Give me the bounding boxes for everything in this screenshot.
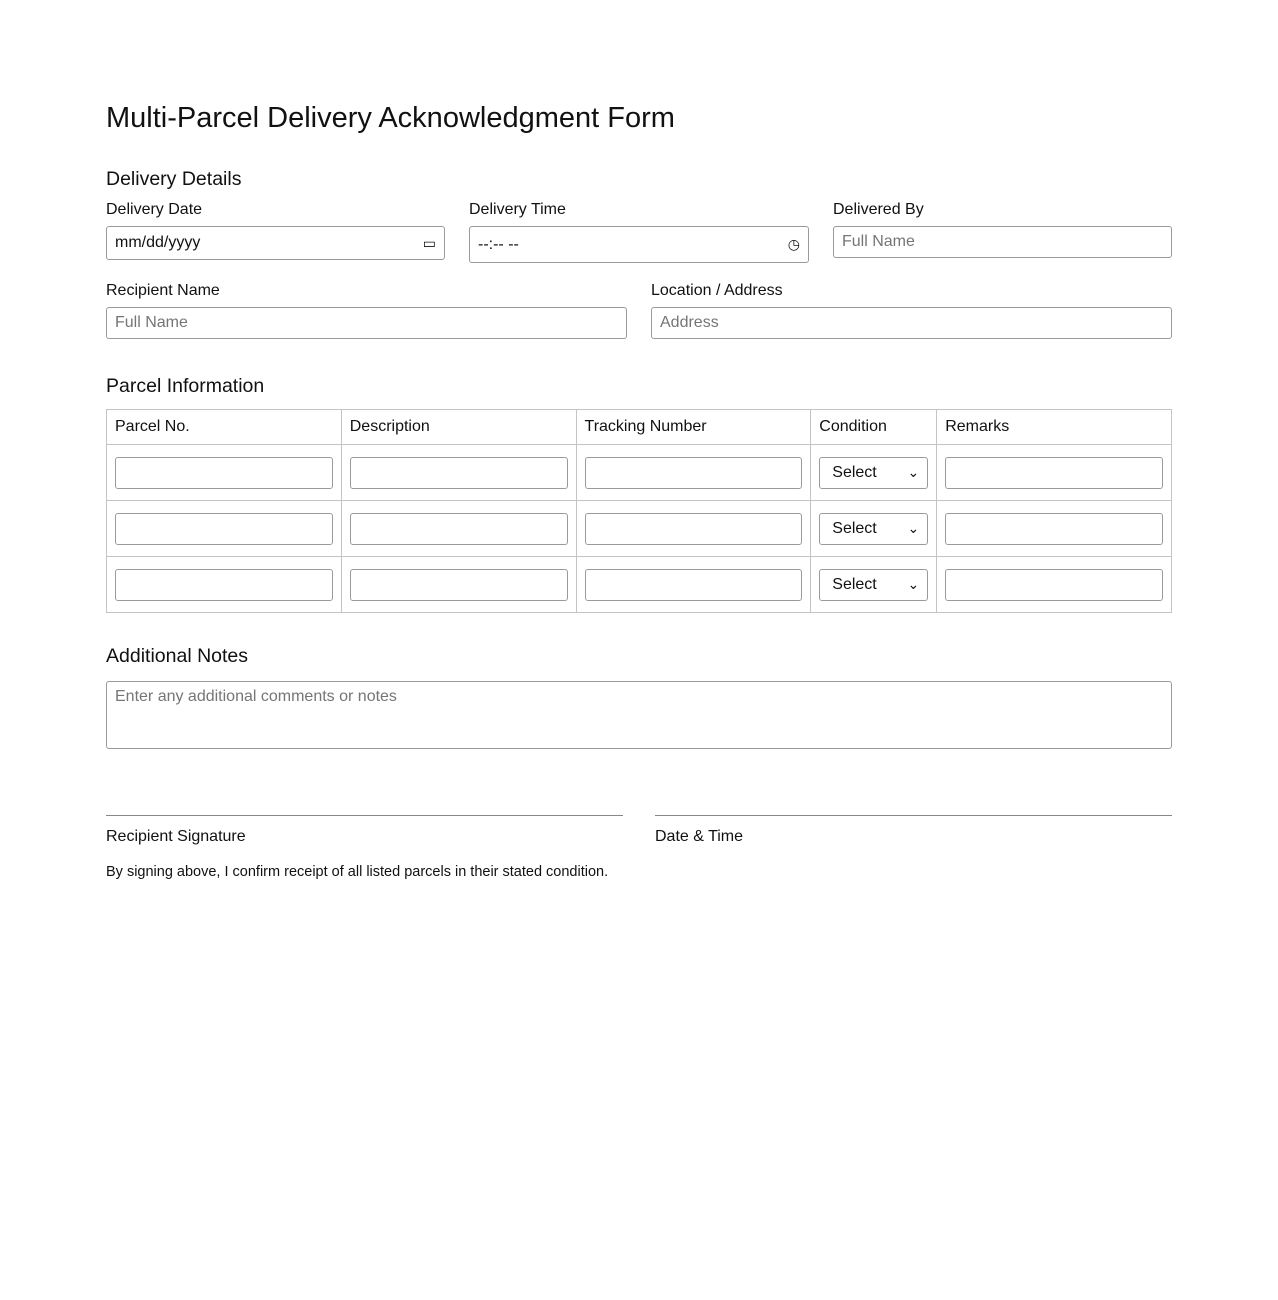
delivery-date-label: Delivery Date	[106, 201, 203, 218]
parcel-info-heading: Parcel Information	[106, 375, 265, 397]
delivery-details-heading: Delivery Details	[106, 168, 242, 190]
tracking-number-input[interactable]	[585, 513, 803, 545]
location-input[interactable]	[651, 307, 1172, 339]
description-input[interactable]	[350, 513, 568, 545]
description-input[interactable]	[350, 569, 568, 601]
recipient-name-input[interactable]	[106, 307, 627, 339]
confirmation-text: By signing above, I confirm receipt of all listed parcels in their stated condition.	[106, 864, 609, 880]
notes-textarea[interactable]	[106, 681, 1172, 749]
parcel-table	[106, 409, 1172, 613]
parcel-no-input[interactable]	[115, 513, 333, 545]
remarks-input[interactable]	[945, 569, 1163, 601]
column-header: Tracking Number	[576, 410, 811, 445]
delivery-date-input[interactable]	[106, 226, 445, 260]
delivered-by-label: Delivered By	[833, 201, 924, 218]
calendar-icon[interactable]: ▭	[422, 234, 436, 251]
column-header: Description	[341, 410, 576, 445]
table-row	[107, 557, 1172, 613]
description-input[interactable]	[350, 457, 568, 489]
page-title: Multi-Parcel Delivery Acknowledgment Form	[106, 102, 675, 134]
column-header: Remarks	[937, 410, 1172, 445]
remarks-input[interactable]	[945, 513, 1163, 545]
column-header: Parcel No.	[107, 410, 342, 445]
select-value: Select	[832, 463, 877, 481]
remarks-input[interactable]	[945, 457, 1163, 489]
select-value: Select	[832, 519, 877, 537]
additional-notes-heading: Additional Notes	[106, 645, 249, 667]
table-row	[107, 445, 1172, 501]
chevron-down-icon: ⌄	[907, 576, 920, 592]
chevron-down-icon: ⌄	[907, 464, 920, 480]
placeholder: Address	[660, 314, 719, 331]
delivered-by-input[interactable]	[833, 226, 1172, 258]
recipient-name-label: Recipient Name	[106, 282, 220, 299]
clock-icon[interactable]: ◷	[787, 236, 800, 252]
condition-select[interactable]	[819, 513, 928, 545]
placeholder: Full Name	[842, 233, 915, 250]
datetime-label: Date & Time	[655, 828, 744, 845]
select-value: Select	[832, 575, 877, 593]
recipient-signature-label: Recipient Signature	[106, 828, 246, 845]
placeholder: Full Name	[115, 314, 188, 331]
time-placeholder: --:-- --	[478, 235, 519, 253]
date-placeholder: mm/dd/yyyy	[115, 234, 201, 251]
parcel-no-input[interactable]	[115, 457, 333, 489]
signature-line	[106, 815, 623, 816]
tracking-number-input[interactable]	[585, 457, 803, 489]
tracking-number-input[interactable]	[585, 569, 803, 601]
table-row	[107, 501, 1172, 557]
condition-select[interactable]	[819, 569, 928, 601]
chevron-down-icon: ⌄	[907, 520, 920, 536]
placeholder: Enter any additional comments or notes	[115, 688, 397, 705]
column-header: Condition	[811, 410, 937, 445]
condition-select[interactable]	[819, 457, 928, 489]
parcel-no-input[interactable]	[115, 569, 333, 601]
datetime-line	[655, 815, 1172, 816]
table-header-row	[107, 410, 1172, 445]
delivery-time-input[interactable]	[469, 226, 809, 263]
location-label: Location / Address	[651, 282, 783, 299]
delivery-time-label: Delivery Time	[469, 201, 566, 218]
